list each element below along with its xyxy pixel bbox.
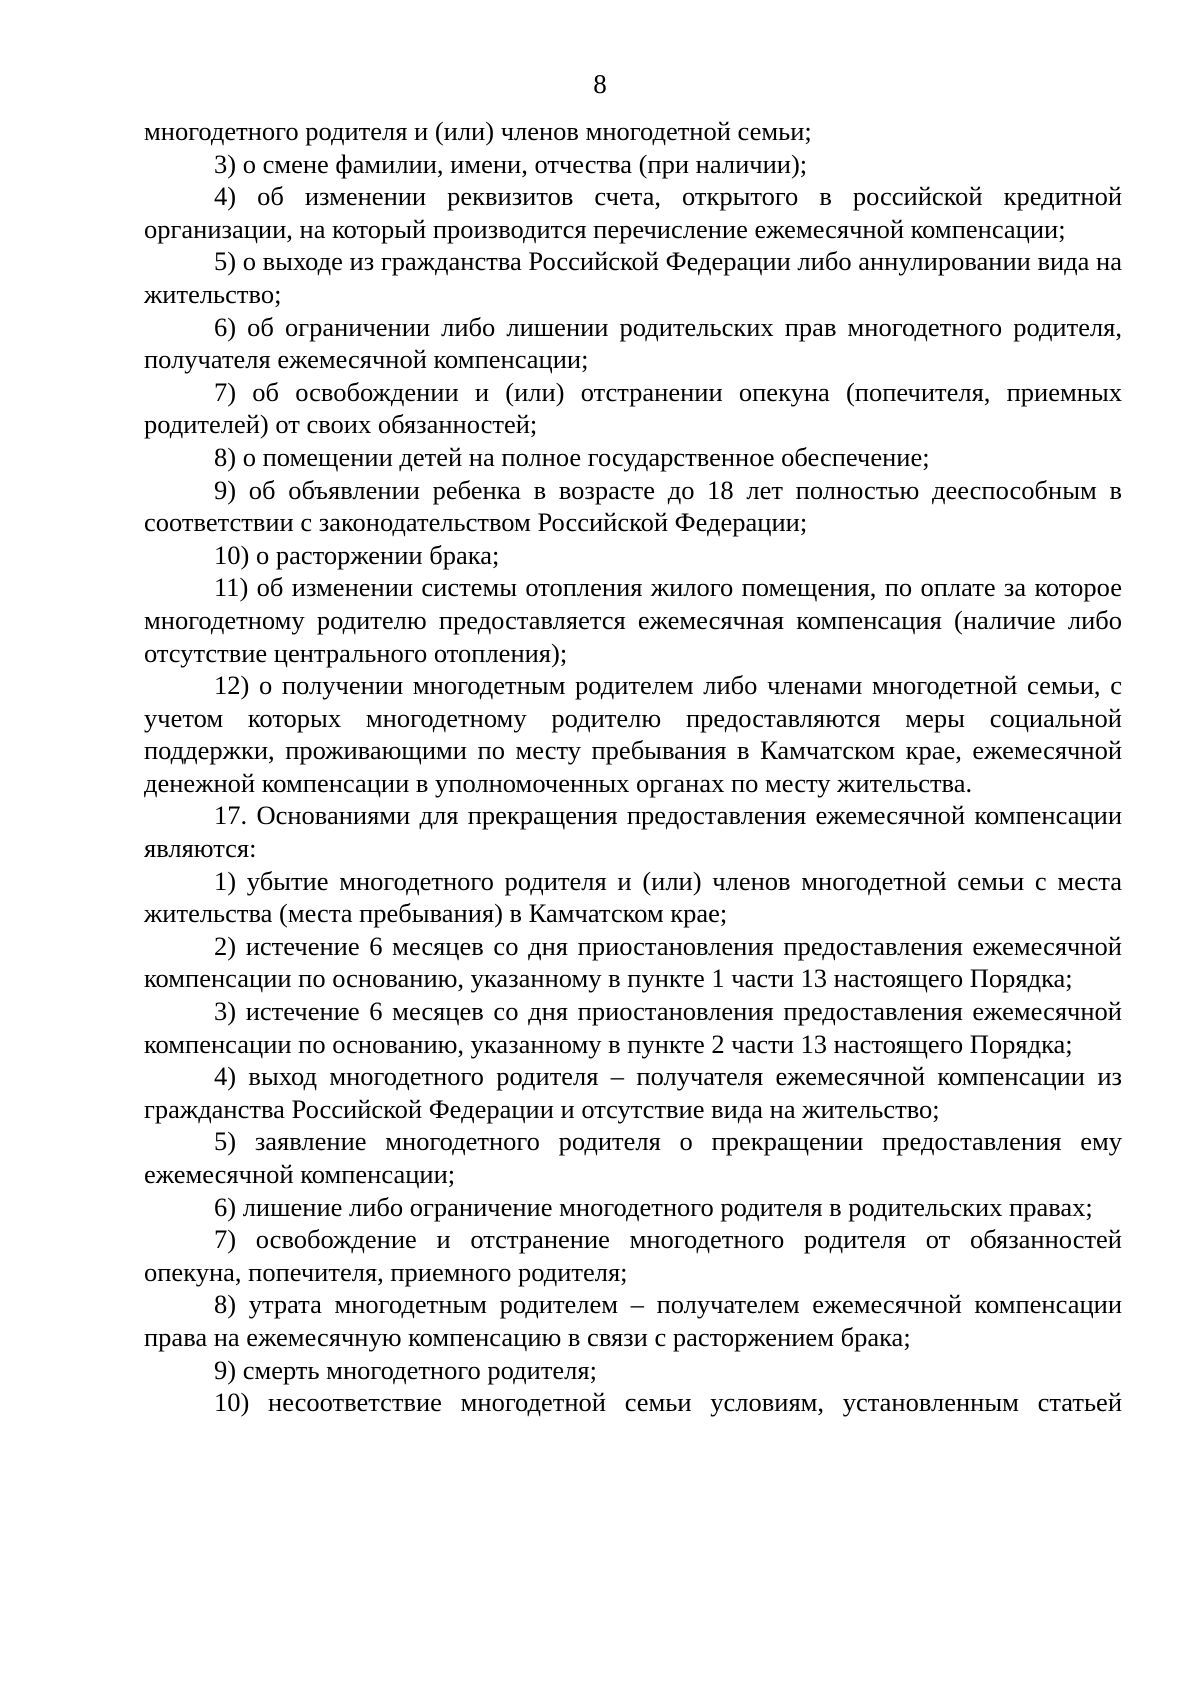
paragraph-17-item-4: 4) выход многодетного родителя – получателя ежемесячной компенсации из гражданства Российской Федерации и отсутствие вида на жительство; <box>144 1061 1122 1124</box>
paragraph-continuation: многодетного родителя и (или) членов многодетной семьи; <box>144 116 812 146</box>
paragraph-item-5: 5) о выходе из гражданства Российской Федерации либо аннулировании вида на жительство; <box>144 246 1122 309</box>
paragraph-item-12: 12) о получении многодетным родителем либо членами многодетной семьи, с учетом которых многодетному родителю предоставляются меры социальной поддержки, проживающими по месту пребывания в Камчатском крае, ежемесячной денежной компенсации в уполномоченных органах по месту жительства. <box>144 670 1122 798</box>
paragraph-17-item-1: 1) убытие многодетного родителя и (или) членов многодетной семьи с места жительства (места пребывания) в Камчатском крае; <box>144 865 1122 929</box>
paragraph-item-9: 9) об объявлении ребенка в возрасте до 18 лет полностью дееспособным в соответствии с законодательством Российской Федерации; <box>144 474 1122 538</box>
paragraph-17-item-6: 6) лишение либо ограничение многодетного родителя в родительских правах; <box>214 1191 1093 1222</box>
paragraph-17-item-7: 7) освобождение и отстранение многодетного родителя от обязанностей опекуна, попечителя, приемного родителя; <box>144 1224 1122 1287</box>
paragraph-17-item-10: 10) несоответствие многодетной семьи условиям, установленным статьей <box>214 1387 1122 1418</box>
page-number: 8 <box>593 69 607 99</box>
paragraph-item-4: 4) об изменении реквизитов счета, открытого в российской кредитной организации, на который производится перечисление ежемесячной компенсации; <box>144 181 1122 244</box>
paragraph-item-3: 3) о смене фамилии, имени, отчества (при наличии); <box>214 148 808 179</box>
paragraph-item-10: 10) о расторжении брака; <box>214 539 500 570</box>
paragraph-17-item-2: 2) истечение 6 месяцев со дня приостановления предоставления ежемесячной компенсации по основанию, указанному в пункте 1 части 13 настоящего Порядка; <box>144 930 1122 994</box>
paragraph-17-item-8: 8) утрата многодетным родителем – получателем ежемесячной компенсации права на ежемесячную компенсацию в связи с расторжением брака; <box>144 1289 1122 1352</box>
document-body <box>144 115 1122 1419</box>
paragraph-item-6: 6) об ограничении либо лишении родительских прав многодетного родителя, получателя ежемесячной компенсации; <box>144 311 1122 375</box>
paragraph-item-11: 11) об изменении системы отопления жилого помещения, по оплате за которое многодетному родителю предоставляется ежемесячная компенсация (наличие либо отсутствие центрального отопления); <box>144 572 1122 668</box>
paragraph-item-7: 7) об освобождении и (или) отстранении опекуна (попечителя, приемных родителей) от своих обязанностей; <box>144 376 1122 440</box>
paragraph-17-item-3: 3) истечение 6 месяцев со дня приостановления предоставления ежемесячной компенсации по основанию, указанному в пункте 2 части 13 настоящего Порядка; <box>144 996 1122 1059</box>
paragraph-item-8: 8) о помещении детей на полное государственное обеспечение; <box>214 441 930 472</box>
paragraph-17-item-9: 9) смерть многодетного родителя; <box>214 1354 597 1385</box>
paragraph-section-17: 17. Основаниями для прекращения предоставления ежемесячной компенсации являются: <box>144 800 1122 864</box>
paragraph-17-item-5: 5) заявление многодетного родителя о прекращении предоставления ему ежемесячной компенсации; <box>144 1126 1122 1189</box>
